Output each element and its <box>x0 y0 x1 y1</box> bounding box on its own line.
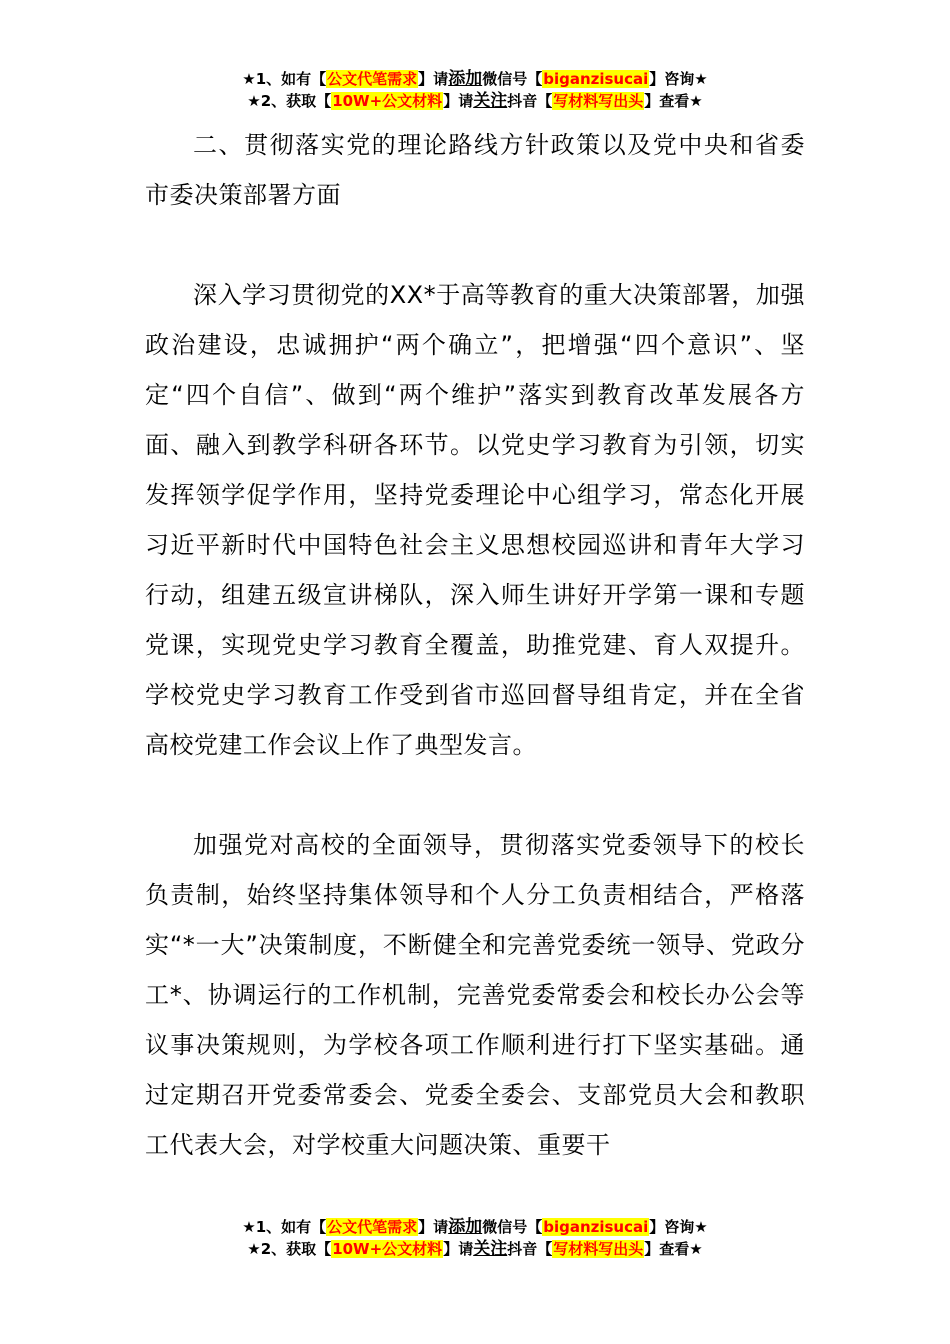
document-body <box>145 120 805 1170</box>
wechat-id: biganzisucai <box>543 70 649 88</box>
body-paragraph-2: 加强党对高校的全面领导，贯彻落实党委领导下的校长负责制，始终坚持集体领导和个人分工负责相结合，严格落实“*一大”决策制度，不断健全和完善党委统一领导、党政分工*、协调运行的工作机制，完善党委常委会和校长办公会等议事决策规则，为学校各项工作顺利进行打下坚实基础。通过定期召开党委常委会、党委全委会、支部党员大会和教职工代表大会，对学校重大问题决策、重要干 <box>145 831 805 1159</box>
wechat-id: biganzisucai <box>543 1218 649 1236</box>
underlined-text: 关注 <box>473 91 508 111</box>
highlight-text: 公文代笔需求 <box>327 1218 418 1236</box>
promo-banner-top <box>0 68 950 112</box>
highlight-text: 10W+公文材料 <box>332 92 443 110</box>
banner-line-1: ★1、如有【公文代笔需求】请添加微信号【biganzisucai】咨询★ <box>242 69 708 89</box>
underlined-text: 添加 <box>448 69 483 89</box>
banner-line-2: ★2、获取【10W+公文材料】请关注抖音【写材料写出头】查看★ <box>247 91 703 111</box>
douyin-account: 写材料写出头 <box>553 92 644 110</box>
banner-line-2: ★2、获取【10W+公文材料】请关注抖音【写材料写出头】查看★ <box>247 1239 703 1259</box>
highlight-text: 10W+公文材料 <box>332 1240 443 1258</box>
body-paragraph-1: 深入学习贯彻党的XX*于高等教育的重大决策部署，加强政治建设，忠诚拥护“两个确立”，把增强“四个意识”、坚定“四个自信”、做到“两个维护”落实到教育改革发展各方面、融入到教学科研各环节。以党史学习教育为引领，切实发挥领学促学作用，坚持党委理论中心组学习，常态化开展习近平新时代中国特色社会主义思想校园巡讲和青年大学习行动，组建五级宣讲梯队，深入师生讲好开学第一课和专题党课，实现党史学习教育全覆盖，助推党建、育人双提升。学校党史学习教育工作受到省市巡回督导组肯定，并在全省高校党建工作会议上作了典型发言。 <box>145 281 805 759</box>
underlined-text: 添加 <box>448 1217 483 1237</box>
section-heading: 二、贯彻落实党的理论路线方针政策以及党中央和省委市委决策部署方面 <box>145 131 805 209</box>
underlined-text: 关注 <box>473 1239 508 1259</box>
douyin-account: 写材料写出头 <box>553 1240 644 1258</box>
banner-line-1: ★1、如有【公文代笔需求】请添加微信号【biganzisucai】咨询★ <box>242 1217 708 1237</box>
highlight-text: 公文代笔需求 <box>327 70 418 88</box>
promo-banner-bottom <box>0 1216 950 1260</box>
